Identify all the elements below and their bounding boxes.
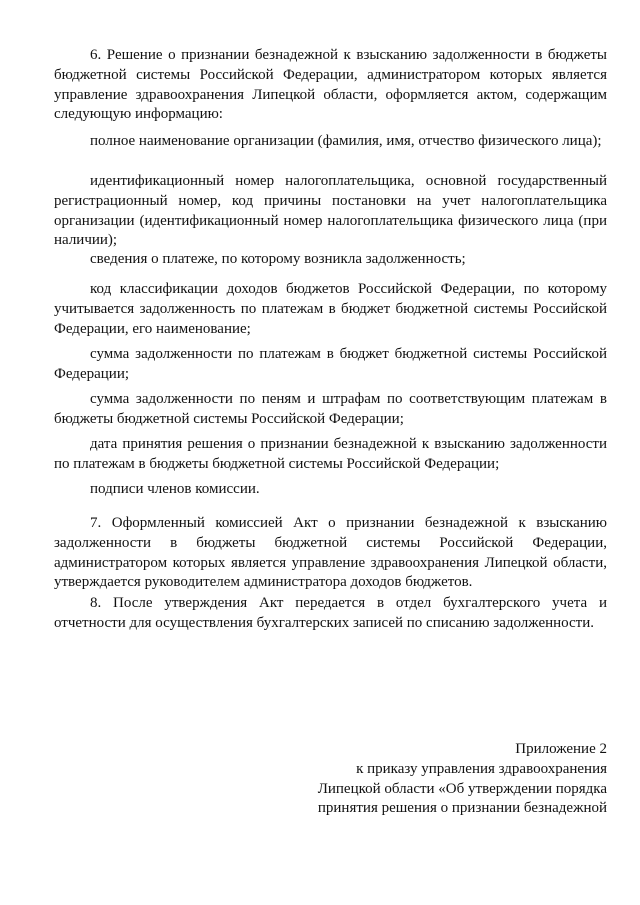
list-item-payment-info: сведения о платеже, по которому возникла задолженность; bbox=[90, 251, 466, 267]
list-item-organization-name: полное наименование организации (фамилия, имя, отчество физического лица); bbox=[90, 133, 602, 149]
paragraph-7: 7. Оформленный комиссией Акт о признании безнадежной к взысканию задолженности в бюджеты бюджетной системы Российской Федерации, администратором которых является управление здравоохранения Липецкой области, утверждается руководителем администратора доходов бюджетов. bbox=[54, 515, 607, 591]
list-item-commission-signatures: подписи членов комиссии. bbox=[90, 481, 260, 497]
appendix-line-3: Липецкой области «Об утверждении порядка bbox=[317, 780, 607, 797]
appendix-line-2: к приказу управления здравоохранения bbox=[356, 760, 607, 777]
list-item-debt-amount: сумма задолженности по платежам в бюджет бюджетной системы Российской Федерации; bbox=[54, 346, 607, 382]
appendix-line-4: принятия решения о признании безнадежной bbox=[317, 800, 607, 817]
list-item-taxpayer-id: идентификационный номер налогоплательщика, основной государственный регистрационный номер, код причины постановки на учет налогоплательщика организации (идентификационный номер налогоплательщика физического лица (при наличии); bbox=[54, 173, 607, 249]
paragraph-6: 6. Решение о признании безнадежной к взысканию задолженности в бюджеты бюджетной системы Российской Федерации, администратором которых является управление здравоохранения Липецкой области, оформляется актом, содержащим следующую информацию: bbox=[54, 47, 607, 123]
paragraph-8: 8. После утверждения Акт передается в отдел бухгалтерского учета и отчетности для осуществления бухгалтерских записей по списанию задолженности. bbox=[54, 595, 607, 631]
list-item-penalties-amount: сумма задолженности по пеням и штрафам по соответствующим платежам в бюджеты бюджетной системы Российской Федерации; bbox=[54, 391, 607, 427]
list-item-decision-date: дата принятия решения о признании безнадежной к взысканию задолженности по платежам в бюджеты бюджетной системы Российской Федерации; bbox=[54, 436, 607, 472]
list-item-classification-code: код классификации доходов бюджетов Российской Федерации, по которому учитывается задолженность по платежам в бюджет бюджетной системы Российской Федерации, его наименование; bbox=[54, 281, 607, 337]
appendix-header bbox=[277, 740, 607, 819]
appendix-title: Приложение 2 bbox=[515, 741, 607, 757]
